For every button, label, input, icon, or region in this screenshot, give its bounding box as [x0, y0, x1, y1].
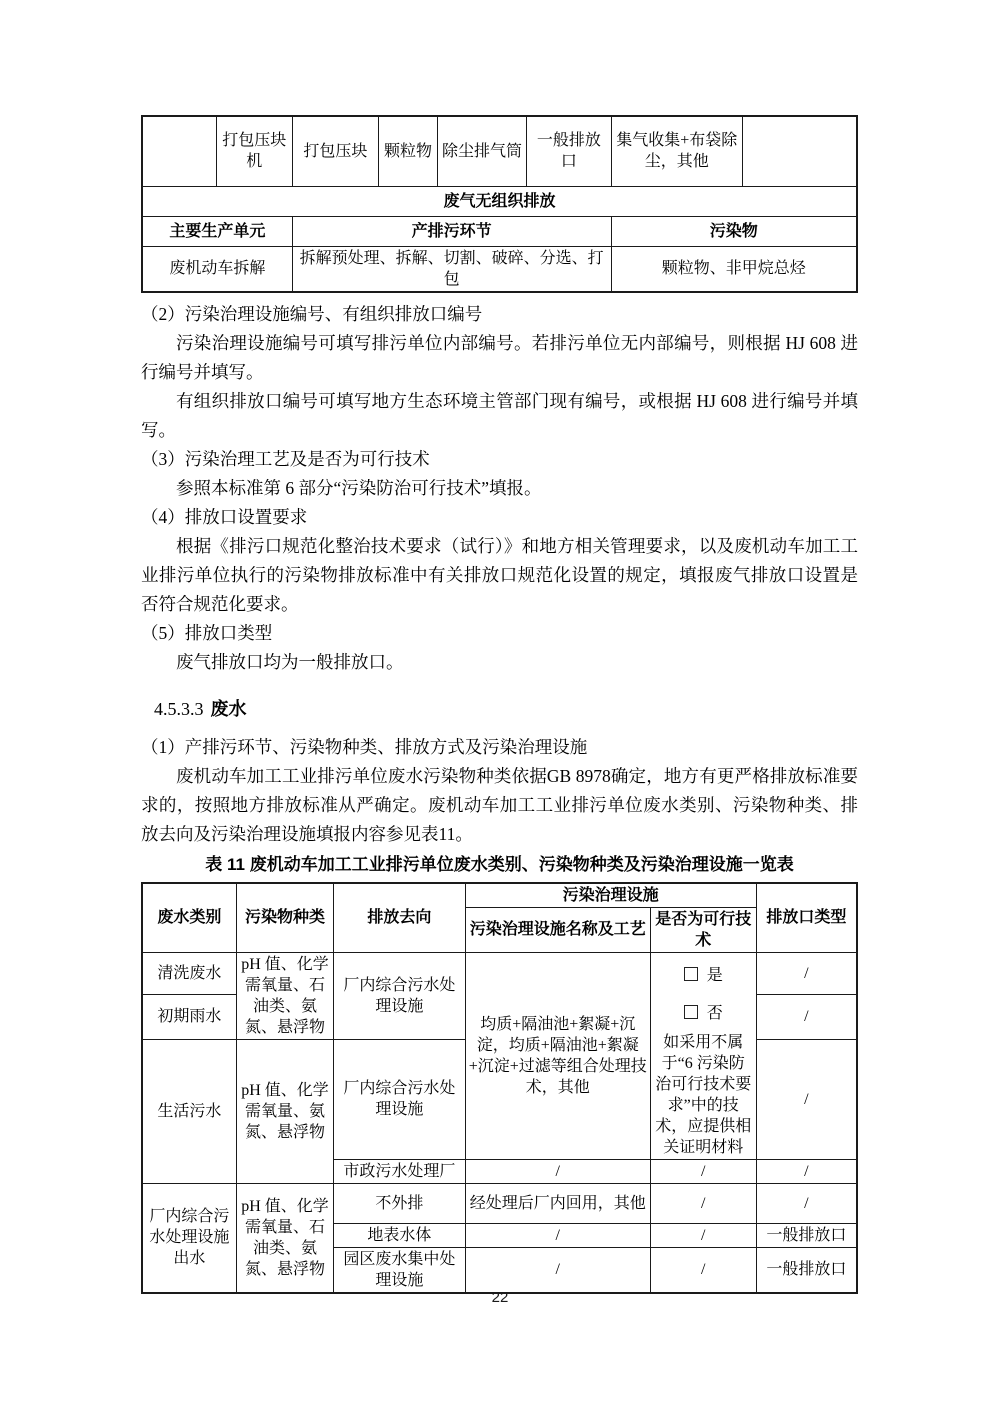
header-treatment-facility-group: 污染治理设施 — [465, 883, 756, 908]
table-header-row — [142, 216, 857, 246]
item-2-paragraph-2: 有组织排放口编号可填写地方生态环境主管部门现有编号，或根据 HJ 608 进行编号并填写。 — [141, 390, 858, 440]
pollutant-cell: 颗粒物 — [379, 116, 438, 186]
feasible-technology-cell: / — [650, 1223, 756, 1247]
treatment-process-cell: / — [465, 1223, 650, 1247]
category-domestic-sewage: 生活污水 — [142, 1039, 236, 1183]
section-heading — [141, 696, 858, 723]
item-2-paragraph-1: 污染治理设施编号可填写排污单位内部编号。若排污单位无内部编号，则根据 HJ 608 进行编号并填写。 — [141, 332, 858, 382]
table-header-row — [142, 883, 857, 908]
outlet-type-cell: / — [756, 1039, 857, 1159]
destination-cell: 园区废水集中处理设施 — [334, 1247, 466, 1293]
waste-gas-table — [141, 115, 858, 293]
process-cell: 打包压块 — [292, 116, 379, 186]
destination-cell: 厂内综合污水处理设施 — [334, 952, 466, 1039]
header-wastewater-category: 废水类别 — [142, 883, 236, 953]
process-cell: 拆解预处理、拆解、切割、破碎、分选、打包 — [292, 246, 611, 292]
table-row — [142, 186, 857, 216]
feasible-no-label: 否 — [706, 1004, 723, 1022]
outlet-type-cell: / — [756, 952, 857, 995]
category-washing-wastewater: 清洗废水 — [142, 952, 236, 995]
empty-cell — [743, 116, 857, 186]
unit-cell: 打包压块机 — [216, 116, 292, 186]
outlet-cell: 一般排放口 — [527, 116, 611, 186]
treatment-cell: 集气收集+布袋除尘，其他 — [611, 116, 743, 186]
outlet-type-cell: / — [756, 1183, 857, 1223]
outlet-type-cell: 一般排放口 — [756, 1247, 857, 1293]
body-text — [141, 300, 858, 677]
fugitive-emission-cell: 废气无组织排放 — [142, 186, 857, 216]
destination-cell: 地表水体 — [334, 1223, 466, 1247]
header-production-unit: 主要生产单元 — [142, 216, 292, 246]
feasible-technology-cell — [650, 952, 756, 1159]
item-3-title: （3）污染治理工艺及是否为可行技术 — [141, 448, 430, 469]
feasible-no-option — [654, 1003, 753, 1024]
item-1-paragraph-1: 废机动车加工工业排污单位废水污染物种类依据GB 8978确定，地方有更严格排放标准要求的，按照地方排放标准从严确定。废机动车加工工业排污单位废水类别、污染物种类、排放去向及污染治理设施填报内容参见表11。 — [141, 765, 858, 844]
feasible-yes-label: 是 — [706, 966, 723, 984]
table-row — [142, 116, 857, 186]
treatment-process-cell: 经处理后厂内回用，其他 — [465, 1183, 650, 1223]
table-row — [142, 1183, 857, 1223]
section-title: 废水 — [210, 698, 247, 719]
item-5-paragraph-1: 废气排放口均为一般排放口。 — [176, 651, 404, 672]
treatment-process-cell: / — [465, 1247, 650, 1293]
header-discharge-process: 产排污环节 — [292, 216, 611, 246]
outlet-type-cell: / — [756, 1159, 857, 1183]
destination-cell: 厂内综合污水处理设施 — [334, 1039, 466, 1159]
item-4-paragraph-1: 根据《排污口规范化整治技术要求（试行）》和地方相关管理要求，以及废机动车加工工业排污单位执行的污染物排放标准中有关排放口规范化设置的规定，填报废气排放口设置是否符合规范化要求。 — [141, 535, 858, 614]
item-5-title: （5）排放口类型 — [141, 622, 273, 643]
checkbox-no-icon — [684, 1005, 698, 1019]
treatment-process-cell: / — [465, 1159, 650, 1183]
pollutants-cell: pH 值、化学需氧量、氨氮、悬浮物 — [236, 1039, 333, 1183]
feasible-technology-cell: / — [650, 1183, 756, 1223]
table-11-caption: 表 11 废机动车加工工业排污单位废水类别、污染物种类及污染治理设施一览表 — [205, 854, 794, 874]
header-feasible-technology: 是否为可行技术 — [650, 907, 756, 952]
wastewater-table — [141, 882, 858, 1294]
header-treatment-name-process: 污染治理设施名称及工艺 — [465, 907, 650, 952]
outlet-type-cell: / — [756, 995, 857, 1039]
category-initial-rainwater: 初期雨水 — [142, 995, 236, 1039]
category-plant-effluent: 厂内综合污水处理设施出水 — [142, 1183, 236, 1293]
table-row — [142, 246, 857, 292]
outlet-type-cell: 一般排放口 — [756, 1223, 857, 1247]
page-number: 22 — [491, 1289, 509, 1306]
pollutants-cell: pH 值、化学需氧量、石油类、氨氮、悬浮物 — [236, 1183, 333, 1293]
checkbox-yes-icon — [684, 967, 698, 981]
table-row — [142, 952, 857, 995]
section-number: 4.5.3.3 — [154, 698, 204, 719]
feasible-technology-cell: / — [650, 1247, 756, 1293]
unit-cell: 废机动车拆解 — [142, 246, 292, 292]
header-discharge-destination: 排放去向 — [334, 883, 466, 953]
pollutant-cell: 颗粒物、非甲烷总烃 — [611, 246, 857, 292]
header-outlet-type: 排放口类型 — [756, 883, 857, 953]
treatment-process-cell: 均质+隔油池+絮凝+沉淀，均质+隔油池+絮凝+沉淀+过滤等组合处理技术，其他 — [465, 952, 650, 1159]
destination-cell: 不外排 — [334, 1183, 466, 1223]
item-1-title: （1）产排污环节、污染物种类、排放方式及污染治理设施 — [141, 736, 588, 757]
page-content — [141, 115, 858, 1294]
feasible-note: 如采用不属于“6 污染防治可行技术要求”中的技术，应提供相关证明材料 — [655, 1033, 752, 1156]
facility-cell: 除尘排气筒 — [437, 116, 526, 186]
item-3-paragraph-1: 参照本标准第 6 部分“污染防治可行技术”填报。 — [176, 477, 542, 498]
feasible-yes-option — [654, 965, 753, 986]
section-body-text — [141, 733, 858, 849]
header-pollutants: 污染物 — [611, 216, 857, 246]
empty-cell — [142, 116, 216, 186]
feasible-technology-cell: / — [650, 1159, 756, 1183]
header-pollutant-types: 污染物种类 — [236, 883, 333, 953]
item-2-title: （2）污染治理设施编号、有组织排放口编号 — [141, 303, 483, 324]
destination-cell: 市政污水处理厂 — [334, 1159, 466, 1183]
pollutants-cell: pH 值、化学需氧量、石油类、氨氮、悬浮物 — [236, 952, 333, 1039]
item-4-title: （4）排放口设置要求 — [141, 506, 308, 527]
